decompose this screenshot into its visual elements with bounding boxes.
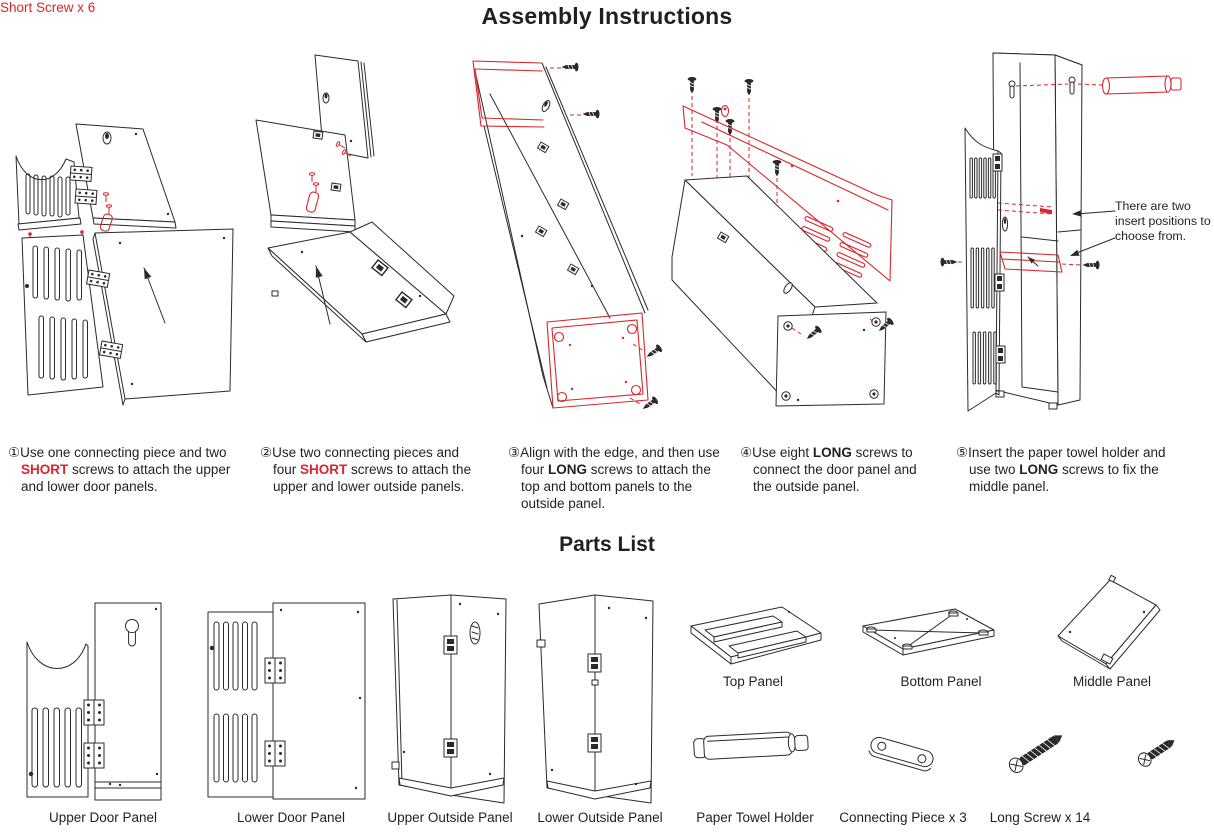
step-number: ③ <box>508 445 521 460</box>
bottom-panel-drawing <box>855 602 1000 664</box>
part-label-short-screw: Short Screw x 6 <box>0 0 96 15</box>
step-4-illustration <box>672 70 920 432</box>
step-3-caption: ③Align with the edge, and then use four LONG screws to attach the top and bottom panels to the outside panel. <box>508 445 720 511</box>
part-label-upper-door-panel: Upper Door Panel <box>48 810 158 825</box>
upper-outside-panel-drawing <box>390 592 510 806</box>
long-screw-drawing <box>1002 724 1074 782</box>
step-5-caption: ⑤Insert the paper towel holder and use two LONG screws to fix the middle panel. <box>956 445 1166 494</box>
part-label-lower-outside-panel: Lower Outside Panel <box>537 810 663 825</box>
part-label-lower-door-panel: Lower Door Panel <box>236 810 346 825</box>
middle-panel-drawing <box>1048 574 1163 674</box>
insert-position-note: There are two insert positions to choose from. <box>1115 199 1211 243</box>
part-label-top-panel: Top Panel <box>722 674 784 689</box>
step-1-caption: ①Use one connecting piece and two SHORT screws to attach the upper and lower door panels. <box>8 445 231 494</box>
lower-door-panel-drawing <box>196 598 368 804</box>
step-3-illustration <box>462 56 680 436</box>
part-label-middle-panel: Middle Panel <box>1072 674 1152 689</box>
part-label-paper-towel-holder: Paper Towel Holder <box>696 810 814 825</box>
lower-outside-panel-drawing <box>534 592 659 806</box>
step-4-caption: ④Use eight LONG screws to connect the door panel and the outside panel. <box>740 445 917 494</box>
step-number: ① <box>8 445 21 460</box>
paper-towel-holder-drawing <box>690 728 816 776</box>
part-label-bottom-panel: Bottom Panel <box>900 674 982 689</box>
step-2-illustration <box>250 46 467 431</box>
short-screw-drawing <box>1132 730 1184 774</box>
step-number: ② <box>260 445 273 460</box>
top-panel-drawing <box>685 600 825 672</box>
upper-door-panel-drawing <box>18 598 188 804</box>
step-number: ⑤ <box>956 445 969 460</box>
part-label-long-screw: Long Screw x 14 <box>989 810 1091 825</box>
parts-list-title: Parts List <box>559 533 655 556</box>
part-label-upper-outside-panel: Upper Outside Panel <box>387 810 513 825</box>
part-label-connecting-piece: Connecting Piece x 3 <box>839 810 967 825</box>
connecting-piece-drawing <box>864 730 940 780</box>
step-2-caption: ②Use two connecting pieces and four SHORT screws to attach the upper and lower outside panels. <box>260 445 472 494</box>
step-1-illustration <box>2 46 237 431</box>
page-title: Assembly Instructions <box>481 3 733 29</box>
step-number: ④ <box>740 445 753 460</box>
